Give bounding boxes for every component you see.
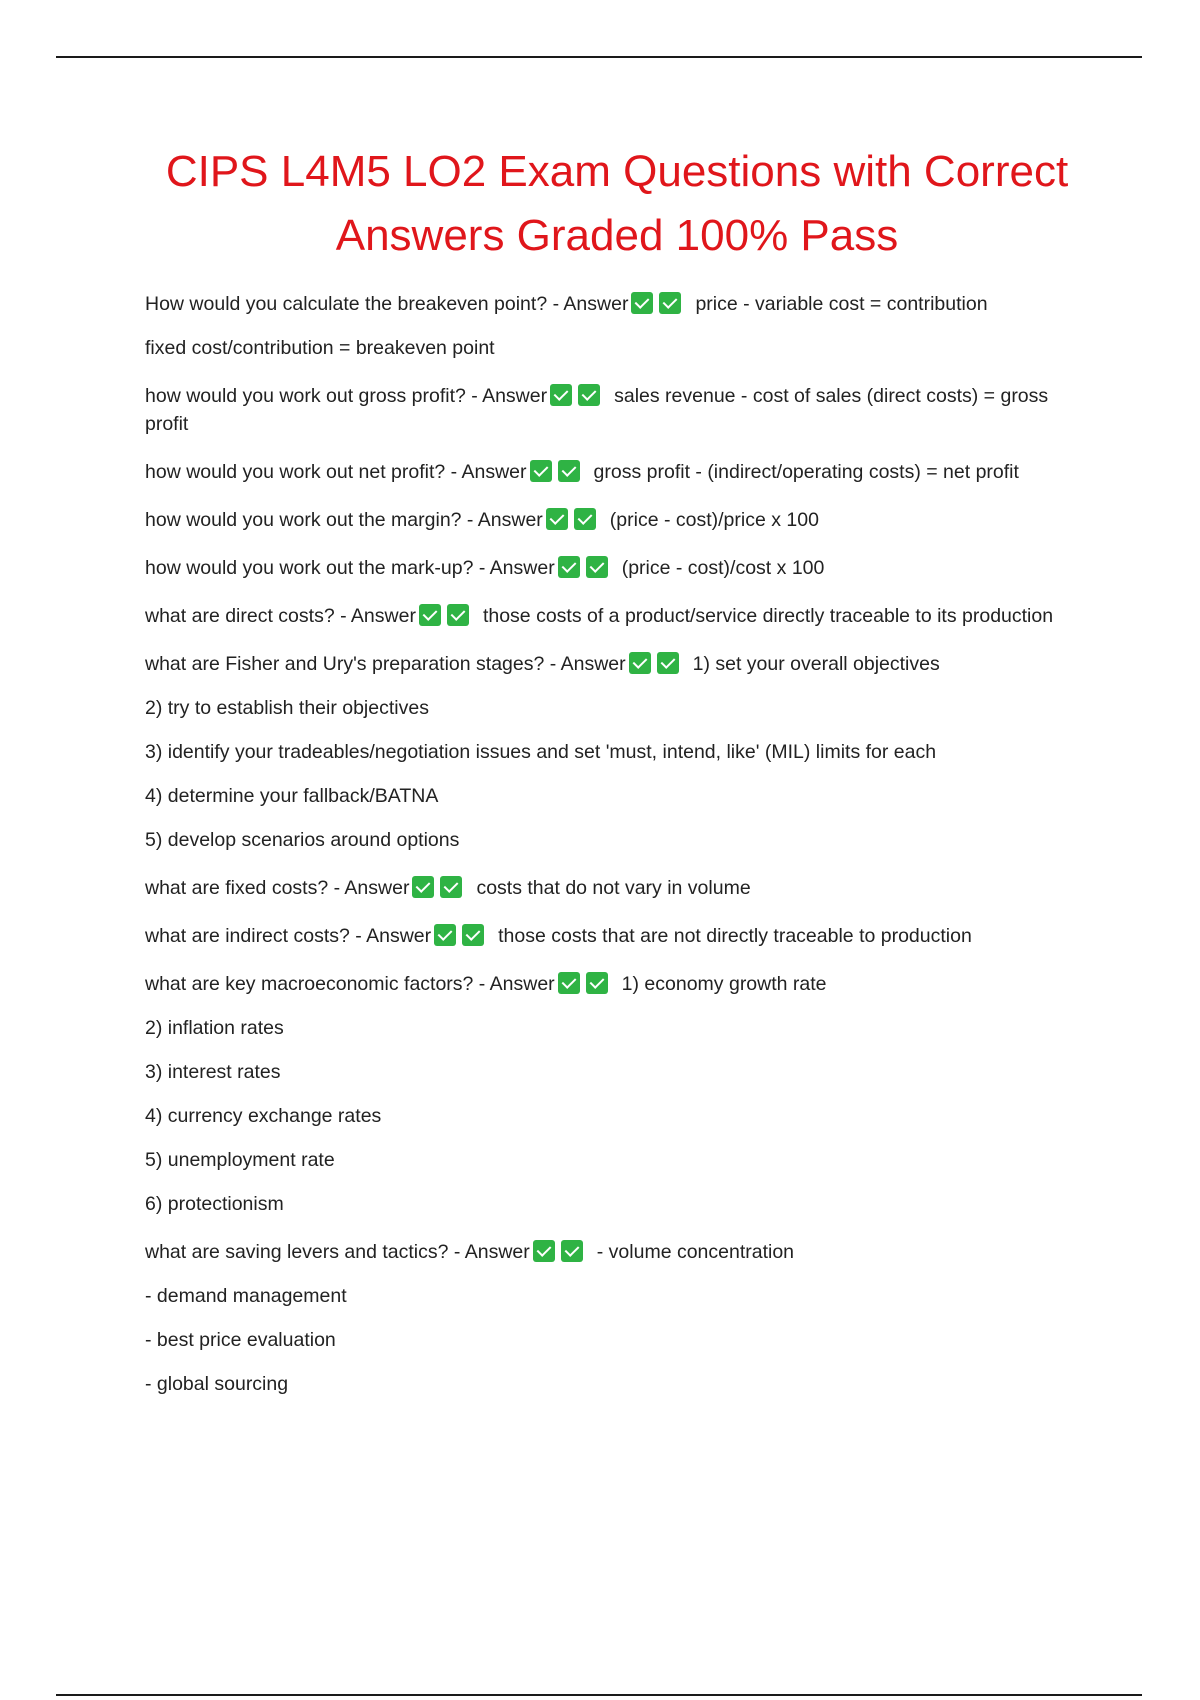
check-mark-icon bbox=[574, 508, 596, 530]
check-mark-icon bbox=[550, 384, 572, 406]
question-text: what are fixed costs? - Answer bbox=[145, 877, 410, 899]
document-title-line-2: Answers Graded 100% Pass bbox=[335, 211, 899, 260]
qa-entry bbox=[145, 290, 1085, 318]
answer-continuation: 4) determine your fallback/BATNA bbox=[145, 785, 439, 807]
answer-continuation: 5) unemployment rate bbox=[145, 1149, 335, 1171]
qa-entry bbox=[145, 554, 1085, 582]
qa-entry bbox=[145, 970, 1085, 998]
answer-text: (price - cost)/price x 100 bbox=[609, 509, 819, 531]
check-mark-icon bbox=[412, 876, 434, 898]
qa-entry bbox=[145, 874, 1085, 902]
answer-continuation: 2) try to establish their objectives bbox=[145, 697, 429, 719]
answer-text: sales revenue - cost of sales (direct costs) = gross profit bbox=[145, 385, 1049, 435]
question-text: what are Fisher and Ury's preparation stages? - Answer bbox=[145, 653, 626, 675]
answer-continuation: - global sourcing bbox=[145, 1373, 289, 1395]
check-mark-icon bbox=[578, 384, 600, 406]
answer-continuation: - demand management bbox=[145, 1285, 347, 1307]
answer-continuation: 6) protectionism bbox=[145, 1193, 284, 1215]
check-mark-icon bbox=[440, 876, 462, 898]
document-title-line-1: CIPS L4M5 LO2 Exam Questions with Correct bbox=[165, 147, 1069, 196]
check-mark-icon bbox=[530, 460, 552, 482]
qa-entry bbox=[145, 922, 1085, 950]
answer-continuation: 3) identify your tradeables/negotiation issues and set 'must, intend, like' (MIL) limits for each bbox=[145, 741, 937, 763]
check-mark-icon bbox=[659, 292, 681, 314]
answer-text: costs that do not vary in volume bbox=[476, 877, 751, 899]
check-mark-icon bbox=[586, 556, 608, 578]
answer-continuation: 3) interest rates bbox=[145, 1061, 281, 1083]
check-mark-icon bbox=[561, 1240, 583, 1262]
qa-entry bbox=[145, 506, 1085, 534]
check-mark-icon bbox=[657, 652, 679, 674]
qa-entry bbox=[145, 602, 1085, 630]
qa-entry bbox=[145, 382, 1085, 438]
check-mark-icon bbox=[419, 604, 441, 626]
question-text: what are direct costs? - Answer bbox=[145, 605, 416, 627]
check-mark-icon bbox=[629, 652, 651, 674]
check-mark-icon bbox=[434, 924, 456, 946]
answer-text: those costs that are not directly traceable to production bbox=[498, 925, 972, 947]
question-text: how would you work out the mark-up? - Answer bbox=[145, 557, 555, 579]
question-text: how would you work out the margin? - Answer bbox=[145, 509, 543, 531]
question-text: how would you work out net profit? - Answer bbox=[145, 461, 527, 483]
question-text: what are indirect costs? - Answer bbox=[145, 925, 432, 947]
check-mark-icon bbox=[558, 556, 580, 578]
question-text: what are key macroeconomic factors? - Answer bbox=[145, 973, 555, 995]
answer-continuation: fixed cost/contribution = breakeven point bbox=[145, 337, 495, 359]
page-bottom-rule bbox=[56, 1694, 1142, 1696]
check-mark-icon bbox=[462, 924, 484, 946]
answer-text: 1) economy growth rate bbox=[621, 973, 827, 995]
check-mark-icon bbox=[447, 604, 469, 626]
answer-continuation: 4) currency exchange rates bbox=[145, 1105, 382, 1127]
question-text: how would you work out gross profit? - Answer bbox=[145, 385, 548, 407]
answer-text: (price - cost)/cost x 100 bbox=[621, 557, 825, 579]
answer-continuation: 2) inflation rates bbox=[145, 1017, 284, 1039]
check-mark-icon bbox=[631, 292, 653, 314]
answer-continuation: 5) develop scenarios around options bbox=[145, 829, 460, 851]
qa-entry bbox=[145, 650, 1085, 678]
question-text: How would you calculate the breakeven point? - Answer bbox=[145, 293, 629, 315]
check-mark-icon bbox=[533, 1240, 555, 1262]
answer-continuation: - best price evaluation bbox=[145, 1329, 336, 1351]
answer-text: gross profit - (indirect/operating costs) = net profit bbox=[593, 461, 1019, 483]
answer-text: - volume concentration bbox=[596, 1241, 795, 1263]
check-mark-icon bbox=[558, 460, 580, 482]
page-top-rule bbox=[56, 56, 1142, 58]
qa-entry bbox=[145, 1238, 1085, 1266]
answer-text: those costs of a product/service directly traceable to its production bbox=[482, 605, 1054, 627]
question-text: what are saving levers and tactics? - Answer bbox=[145, 1241, 530, 1263]
check-mark-icon bbox=[558, 972, 580, 994]
answer-text: 1) set your overall objectives bbox=[692, 653, 940, 675]
check-mark-icon bbox=[546, 508, 568, 530]
answer-text: price - variable cost = contribution bbox=[695, 293, 988, 315]
qa-entry bbox=[145, 458, 1085, 486]
question-answer-list bbox=[145, 290, 1085, 1398]
document-title bbox=[0, 140, 1200, 268]
check-mark-icon bbox=[586, 972, 608, 994]
